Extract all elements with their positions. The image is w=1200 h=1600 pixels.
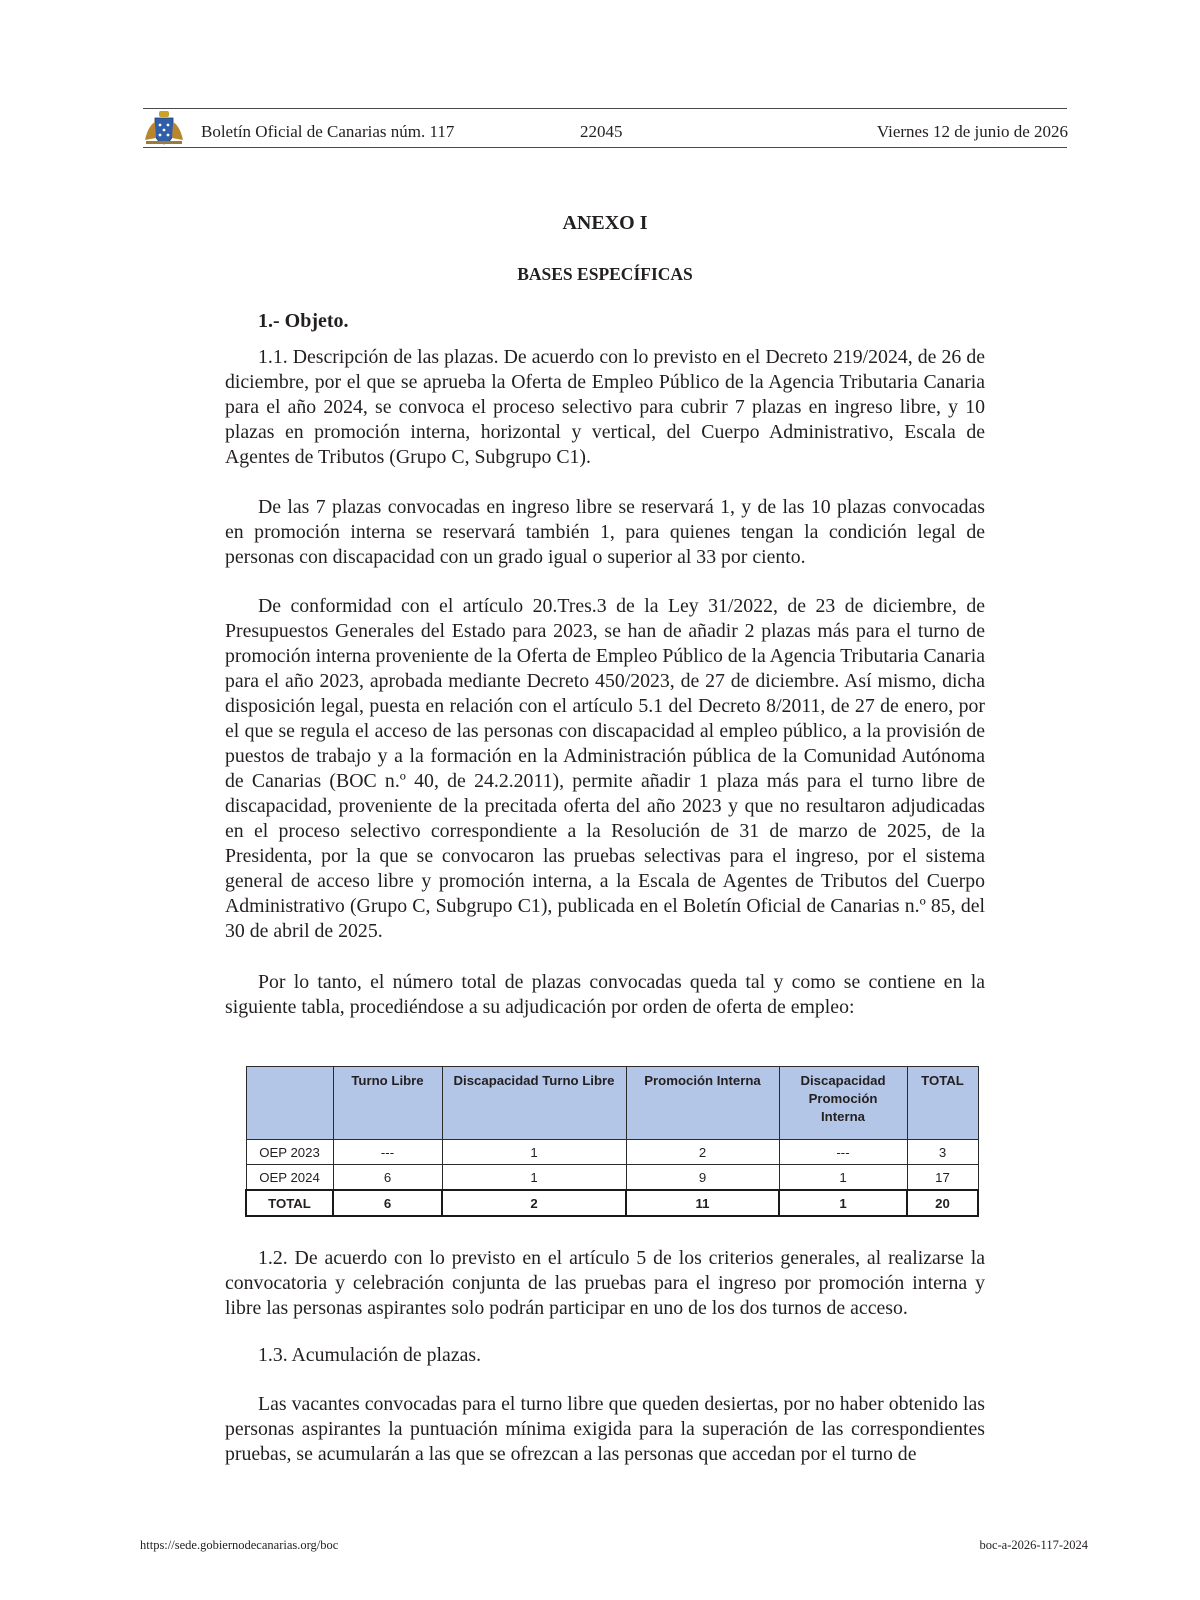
paragraph-1-1: 1.1. Descripción de las plazas. De acuerdo con lo previsto en el Decreto 219/2024, de 26 de diciembre, por el que se aprueba la Oferta de Empleo Público de la Agencia Tributaria Canaria para el año 2024, se convoca el proceso selectivo para cubrir 7 plazas en ingreso libre, y 10 plazas en promoción interna, horizontal y vertical, del Cuerpo Administrativo, Escala de Agentes de Tributos (Grupo C, Subgrupo C1). (225, 346, 985, 468)
table-row (246, 1140, 978, 1165)
table-cell: 2 (626, 1140, 779, 1165)
table-cell: 9 (626, 1165, 779, 1191)
table-cell: 3 (907, 1140, 978, 1165)
table-cell: TOTAL (246, 1190, 333, 1216)
header-rule-bottom (143, 147, 1067, 148)
table-cell: 6 (333, 1190, 442, 1216)
table-cell: OEP 2023 (246, 1140, 333, 1165)
footer-code: boc-a-2026-117-2024 (979, 1538, 1088, 1552)
table-header-cell: Discapacidad Promoción Interna (779, 1067, 907, 1140)
paragraph-acumulacion: Las vacantes convocadas para el turno libre que queden desiertas, por no haber obtenido las personas aspirantes la puntuación mínima exigida para la superación de las correspondientes pruebas, se acumularán a las que se ofrezcan a las personas que accedan por el turno de (225, 1393, 985, 1465)
table-row (246, 1165, 978, 1191)
table-cell: 1 (442, 1140, 626, 1165)
table-total-row (246, 1190, 978, 1216)
table-cell: 20 (907, 1190, 978, 1216)
table-header-cell: TOTAL (907, 1067, 978, 1140)
table-header-cell (246, 1067, 333, 1140)
paragraph-tabla-intro: Por lo tanto, el número total de plazas convocadas queda tal y como se contiene en la siguiente tabla, procediéndose a su adjudicación por orden de oferta de empleo: (225, 971, 985, 1018)
table-header-row (246, 1067, 978, 1140)
annex-title: ANEXO I (562, 212, 648, 234)
table-header-cell: Discapacidad Turno Libre (442, 1067, 626, 1140)
table-header-cell: Turno Libre (333, 1067, 442, 1140)
footer-url: https://sede.gobiernodecanarias.org/boc (140, 1538, 339, 1552)
paragraph-1-2: 1.2. De acuerdo con lo previsto en el artículo 5 de los criterios generales, al realizarse la convocatoria y celebración conjunta de las pruebas para el ingreso por promoción interna y libre las personas aspirantes solo podrán participar en uno de los dos turnos de acceso. (225, 1247, 985, 1319)
paragraph-1-3-heading: 1.3. Acumulación de plazas. (258, 1344, 482, 1366)
publication-name: Boletín Oficial de Canarias núm. 117 (201, 122, 455, 141)
table-cell: 6 (333, 1165, 442, 1191)
section-title: BASES ESPECÍFICAS (517, 264, 693, 284)
coat-of-arms-icon (142, 110, 186, 146)
page-number: 22045 (580, 122, 623, 141)
paragraph-conformidad: De conformidad con el artículo 20.Tres.3 de la Ley 31/2022, de 23 de diciembre, de Presupuestos Generales del Estado para 2023, se han de añadir 2 plazas más para el turno de promoción interna proveniente de la Oferta de Empleo Público de la Agencia Tributaria Canaria para el año 2023, aprobada mediante Decreto 450/2023, de 27 de diciembre. Así mismo, dicha disposición legal, puesta en relación con el artículo 5.1 del Decreto 8/2011, de 27 de enero, por el que se regula el acceso de las personas con discapacidad al empleo público, a la provisión de puestos de trabajo y a la formación en la Administración pública de la Comunidad Autónoma de Canarias (BOC n.º 40, de 24.2.2011), permite añadir 1 plaza más para el turno libre de discapacidad, proveniente de la precitada oferta del año 2023 y que no resultaron adjudicadas en el proceso selectivo correspondiente a la Resolución de 31 de marzo de 2025, de la Presidenta, por la que se convocaron las pruebas selectivas para el ingreso, por el sistema general de acceso libre y promoción interna, a la Escala de Agentes de Tributos del Cuerpo Administrativo (Grupo C, Subgrupo C1), publicada en el Boletín Oficial de Canarias n.º 85, del 30 de abril de 2025. (225, 595, 985, 942)
table-cell: --- (333, 1140, 442, 1165)
table-cell: 1 (442, 1165, 626, 1191)
table-header-cell: Promoción Interna (626, 1067, 779, 1140)
table-cell: OEP 2024 (246, 1165, 333, 1191)
paragraph-reserva: De las 7 plazas convocadas en ingreso libre se reservará 1, y de las 10 plazas convocadas en promoción interna se reservará también 1, para quienes tengan la condición legal de personas con discapacidad con un grado igual o superior al 33 por ciento. (225, 496, 985, 568)
section-heading-objeto: 1.- Objeto. (258, 310, 349, 332)
header-rule-top (143, 108, 1067, 109)
plazas-table (245, 1066, 979, 1217)
table-cell: 1 (779, 1165, 907, 1191)
table-cell: 17 (907, 1165, 978, 1191)
table-cell: 2 (442, 1190, 626, 1216)
table-cell: --- (779, 1140, 907, 1165)
publication-date: Viernes 12 de junio de 2026 (876, 122, 1068, 141)
table-cell: 1 (779, 1190, 907, 1216)
table-cell: 11 (626, 1190, 779, 1216)
